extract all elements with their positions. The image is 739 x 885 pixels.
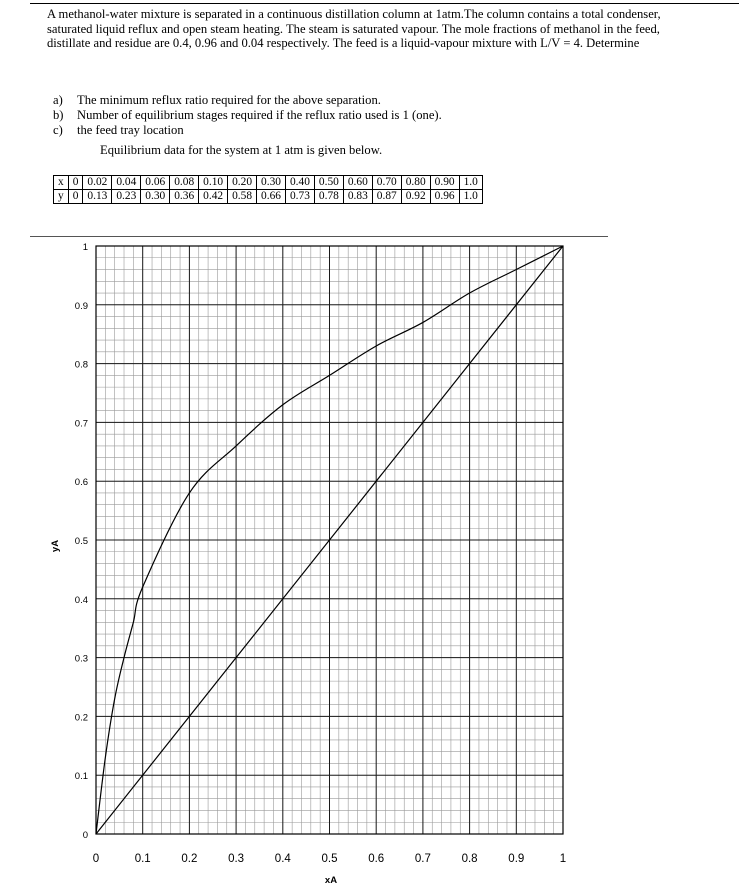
question-text: Number of equilibrium stages required if the reflux ratio used is 1 (one). bbox=[77, 107, 442, 122]
table-cell: 0.78 bbox=[314, 190, 343, 204]
y-tick-label: 0.1 bbox=[74, 771, 88, 783]
table-cell: 0.50 bbox=[314, 176, 343, 190]
table-cell: 0.08 bbox=[170, 176, 199, 190]
table-cell: 0.30 bbox=[257, 176, 286, 190]
table-cell: 0.20 bbox=[228, 176, 257, 190]
x-tick-label: 0.9 bbox=[508, 853, 525, 865]
x-tick-label: 0.3 bbox=[228, 853, 245, 865]
x-tick-label: 0.1 bbox=[134, 853, 151, 865]
x-tick-label: 1 bbox=[559, 853, 567, 865]
table-cell: 0.60 bbox=[343, 176, 372, 190]
table-cell: 0.02 bbox=[83, 176, 112, 190]
table-cell: 0.06 bbox=[141, 176, 170, 190]
table-cell: 0.66 bbox=[257, 190, 286, 204]
table-cell: 0.73 bbox=[285, 190, 314, 204]
x-axis-label: xA bbox=[324, 875, 338, 885]
table-cell: 0.13 bbox=[83, 190, 112, 204]
table-cell: 1.0 bbox=[459, 176, 482, 190]
table-cell: 0 bbox=[68, 190, 83, 204]
y-tick-label: 0.6 bbox=[74, 477, 88, 489]
table-cell: 0.87 bbox=[372, 190, 401, 204]
table-cell: 0.92 bbox=[401, 190, 430, 204]
y-tick-label: 0.8 bbox=[74, 359, 88, 371]
table-cell: 0.42 bbox=[199, 190, 228, 204]
table-cell: 0 bbox=[68, 176, 83, 190]
x-tick-label: 0.4 bbox=[274, 853, 291, 865]
table-cell: 0.10 bbox=[199, 176, 228, 190]
y-tick-label: 0.7 bbox=[74, 418, 88, 430]
y-tick-label: 0.9 bbox=[74, 300, 88, 312]
table-cell: 0.23 bbox=[112, 190, 141, 204]
table-cell: 0.83 bbox=[343, 190, 372, 204]
table-cell: 0.04 bbox=[112, 176, 141, 190]
y-axis-label: yA bbox=[50, 539, 61, 553]
question-letter: a) bbox=[53, 93, 63, 107]
y-tick-label: 0 bbox=[82, 830, 88, 841]
y-tick-label: 0.3 bbox=[74, 653, 88, 665]
question-letter: c) bbox=[53, 122, 63, 137]
x-tick-label: 0.6 bbox=[368, 853, 385, 865]
question-text: The minimum reflux ratio required for the above separation. bbox=[77, 93, 381, 107]
x-tick-label: 0.5 bbox=[321, 853, 338, 865]
table-cell: 0.96 bbox=[430, 190, 459, 204]
y-tick-label: 0.5 bbox=[74, 536, 88, 547]
x-tick-label: 0.7 bbox=[414, 853, 431, 865]
table-cell: 0.40 bbox=[285, 176, 314, 190]
x-tick-label: 0 bbox=[92, 853, 100, 865]
table-cell: 1.0 bbox=[459, 190, 482, 204]
table-cell: 0.58 bbox=[228, 190, 257, 204]
table-cell: 0.80 bbox=[401, 176, 430, 190]
y-tick-label: 0.4 bbox=[74, 594, 88, 606]
y-tick-label: 0.2 bbox=[74, 712, 88, 724]
row-label-y: y bbox=[54, 190, 69, 204]
y-tick-label: 1 bbox=[82, 242, 88, 253]
question-text: the feed tray location bbox=[77, 122, 184, 137]
table-cell: 0.36 bbox=[170, 190, 199, 204]
x-tick-label: 0.8 bbox=[461, 853, 478, 865]
table-cell: 0.30 bbox=[141, 190, 170, 204]
table-cell: 0.70 bbox=[372, 176, 401, 190]
row-label-x: x bbox=[54, 176, 69, 190]
table-cell: 0.90 bbox=[430, 176, 459, 190]
problem-intro: A methanol-water mixture is separated in a continuous distillation column at 1atm.The column contains a total condenser, saturated liquid reflux and open steam heating. The steam is saturated vapour. The mole fractions of methanol in the feed, distillate and residue are 0.4, 0.96 and 0.04 respectively. The feed is a liquid-vapour mixture with L/V = 4. Determine bbox=[47, 7, 661, 51]
x-tick-label: 0.2 bbox=[181, 853, 198, 865]
equilibrium-caption: Equilibrium data for the system at 1 atm is given below. bbox=[100, 143, 383, 157]
question-letter: b) bbox=[53, 107, 64, 122]
